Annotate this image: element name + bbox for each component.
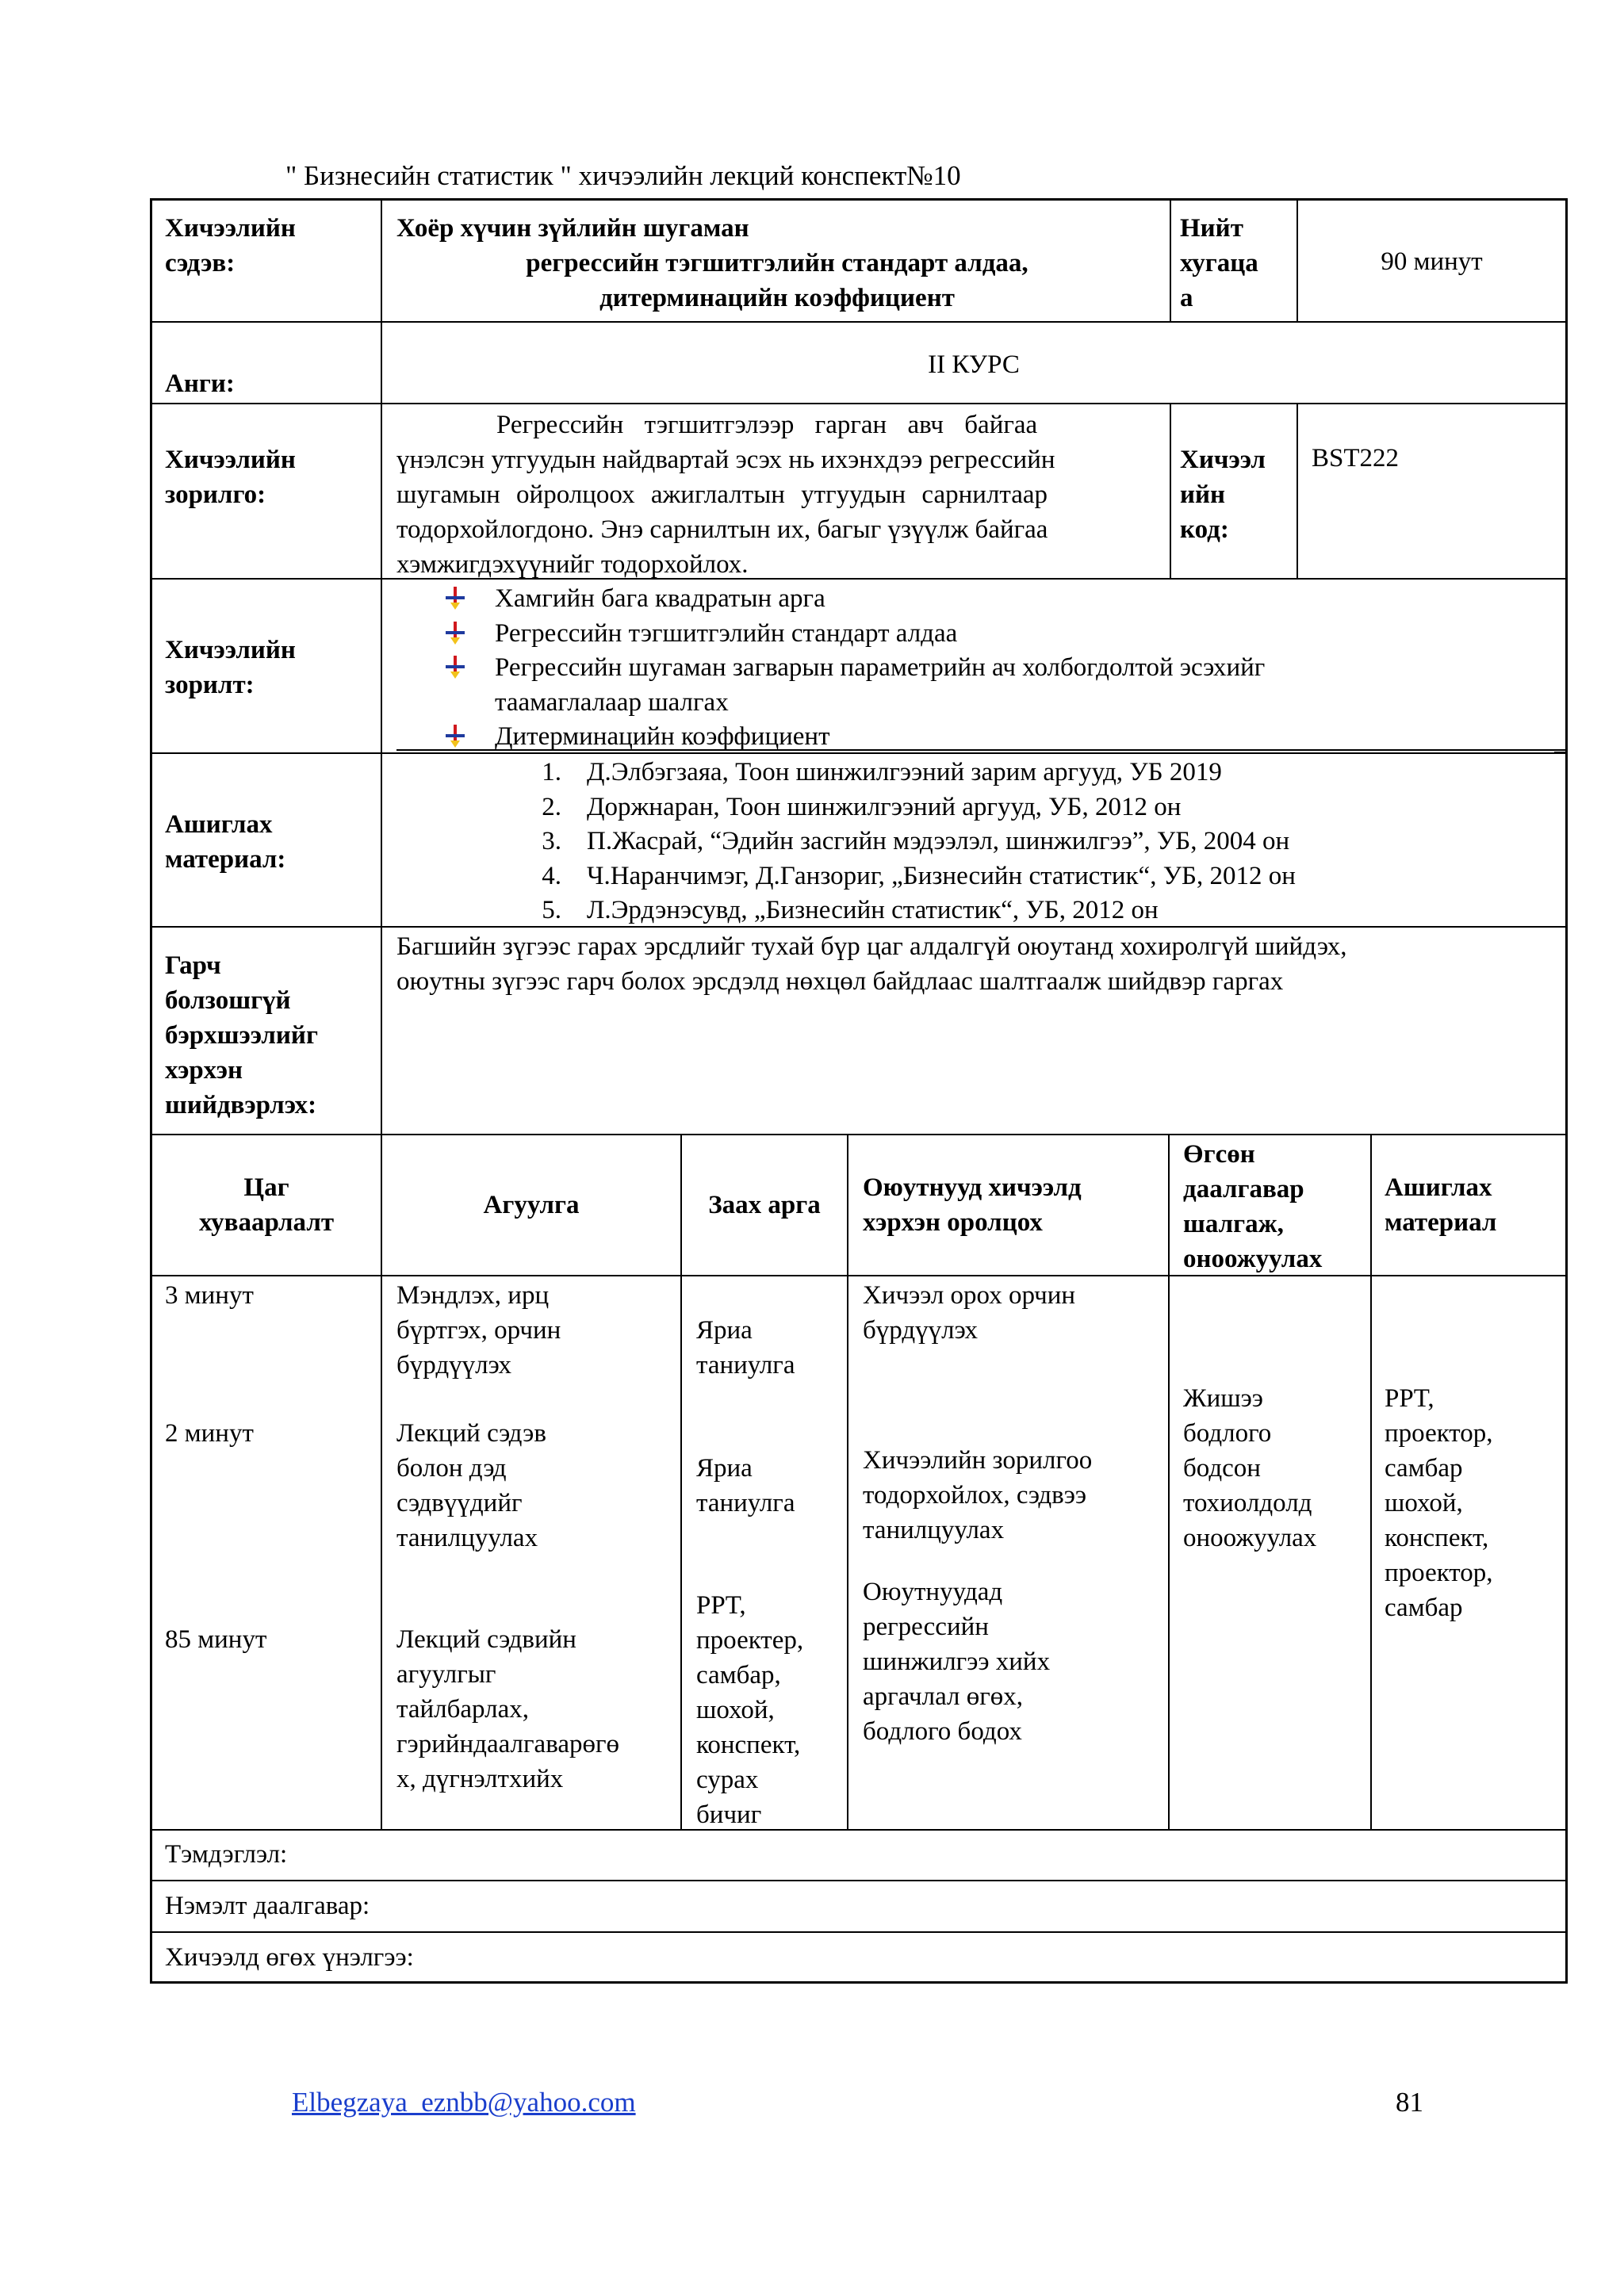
document-title: " Бизнесийн статистик " хичээлийн лекций конспект№10 [285, 160, 961, 191]
topic-value: Хоёр хүчин зүйлийн шугаман регрессийн тэгшитгэлийн стандарт алдаа, дитерминацийн коэффициент [396, 214, 1028, 312]
class-label: Анги: [165, 369, 235, 398]
reference-item: 5. Л.Эрдэнэсувд, „Бизнесийн статистик“, УБ, 2012 он [542, 896, 1159, 924]
student-activity: Оюутнуудад регрессийн шинжилгээ хийх аргачлал өгөх, бодлого бодох [863, 1578, 1051, 1746]
code-label: Хичээл ийн код: [1180, 446, 1266, 544]
bullet-arrow-icon [444, 656, 466, 679]
materials-label: Ашиглах материал: [165, 810, 286, 874]
task-item-continued: таамаглалаар шалгах [495, 688, 729, 717]
risk-value: Багшийн зүгээс гарах эрсдлийг тухай бүр цаг алдалгүй оюутанд хохиролгүй шийдэх, оюутны зүгээс гарч болох эрсдэлд нөхцөл байдлаас шалтгаалж шийдвэр гаргах [396, 932, 1347, 996]
header-assign: Өгсөн даалгавар шалгаж, оноожуулах [1183, 1140, 1323, 1273]
header-material: Ашиглах материал [1385, 1173, 1497, 1237]
goal-label: Хичээлийн зорилго: [165, 446, 296, 509]
method-item: PPT, проектер, самбар, шохой, конспект, сурах бичиг [696, 1591, 804, 1829]
page-number: 81 [1396, 2087, 1423, 2118]
method-item: Яриа таниулга [696, 1316, 795, 1380]
content-item: Лекций сэдвийн агуулгыг тайлбарлах, гэрийндаалгаварөгө х, дүгнэлтхийх [396, 1625, 620, 1793]
notes-row: Тэмдэглэл: [165, 1840, 288, 1869]
header-method: Заах арга [708, 1191, 821, 1219]
content-item: Мэндлэх, ирц бүртгэх, орчин бүрдүүлэх [396, 1281, 561, 1380]
header-students: Оюутнууд хичээлд хэрхэн оролцох [863, 1173, 1082, 1237]
assignment-check: Жишээ бодлого бодсон тохиолдолд оноожуулах [1183, 1384, 1317, 1552]
topic-label: Хичээлийн сэдэв: [165, 214, 296, 277]
header-content: Агуулга [483, 1191, 580, 1219]
goal-value: Регрессийн тэгшитгэлээр гарган авч байгаа үнэлсэн утгуудын найдвартай эсэх нь ихэнхдээ регрессийн шугамын ойролцоох ажиглалтын утгуудын сарнилтаар тодорхойлогдоно. Энэ сарнилтын их, багыг үзүүлж байгаа хэмжигдэхүүнийг тодорхойлох. [396, 411, 1055, 579]
task-item: Дитерминацийн коэффициент [444, 719, 830, 754]
method-item: Яриа таниулга [696, 1454, 795, 1517]
evaluation-row: Хичээлд өгөх үнэлгээ: [165, 1943, 414, 1972]
reference-item: 1. Д.Элбэгзаяа, Тоон шинжилгээний зарим аргууд, УБ 2019 [542, 758, 1222, 786]
student-activity: Хичээлийн зорилгоо тодорхойлох, сэдвээ танилцуулах [863, 1446, 1093, 1544]
task-item: Хамгийн бага квадратын арга [444, 581, 825, 616]
bullet-arrow-icon [444, 587, 466, 610]
reference-item: 2. Доржнаран, Тоон шинжилгээний аргууд, УБ, 2012 он [542, 793, 1182, 821]
reference-item: 3. П.Жасрай, “Эдийн засгийн мэдээлэл, шинжилгээ”, УБ, 2004 он [542, 827, 1290, 855]
task-item: Регрессийн шугаман загварын параметрийн ач холбогдолтой эсэхийг [444, 650, 1265, 685]
duration-label: Нийт хугаца а [1180, 214, 1258, 312]
bullet-arrow-icon [444, 725, 466, 748]
task-item: Регрессийн тэгшитгэлийн стандарт алдаа [444, 616, 957, 651]
time-slot: 2 минут [165, 1419, 254, 1448]
header-time: Цаг хуваарлалт [198, 1173, 335, 1237]
bullet-arrow-icon [444, 622, 466, 645]
code-value: BST222 [1312, 444, 1400, 473]
materials-used: PPT, проектор, самбар шохой, конспект, проектор, самбар [1385, 1384, 1493, 1622]
reference-item: 4. Ч.Наранчимэг, Д.Ганзориг, „Бизнесийн статистик“, УБ, 2012 он [542, 862, 1296, 890]
time-slot: 85 минут [165, 1625, 267, 1654]
extra-assignment-row: Нэмэлт даалгавар: [165, 1892, 370, 1920]
risk-label: Гарч болзошгүй бэрхшээлийг хэрхэн шийдвэрлэх: [165, 951, 318, 1119]
duration-value: 90 минут [1381, 247, 1483, 276]
footer-email-link[interactable]: Elbegzaya_eznbb@yahoo.com [292, 2087, 636, 2118]
tasks-label: Хичээлийн зорилт: [165, 636, 296, 699]
class-value: II КУРС [928, 350, 1020, 379]
time-slot: 3 минут [165, 1281, 254, 1310]
content-item: Лекций сэдэв болон дэд сэдвүүдийг танилцуулах [396, 1419, 546, 1552]
student-activity: Хичээл орох орчин бүрдүүлэх [863, 1281, 1076, 1345]
